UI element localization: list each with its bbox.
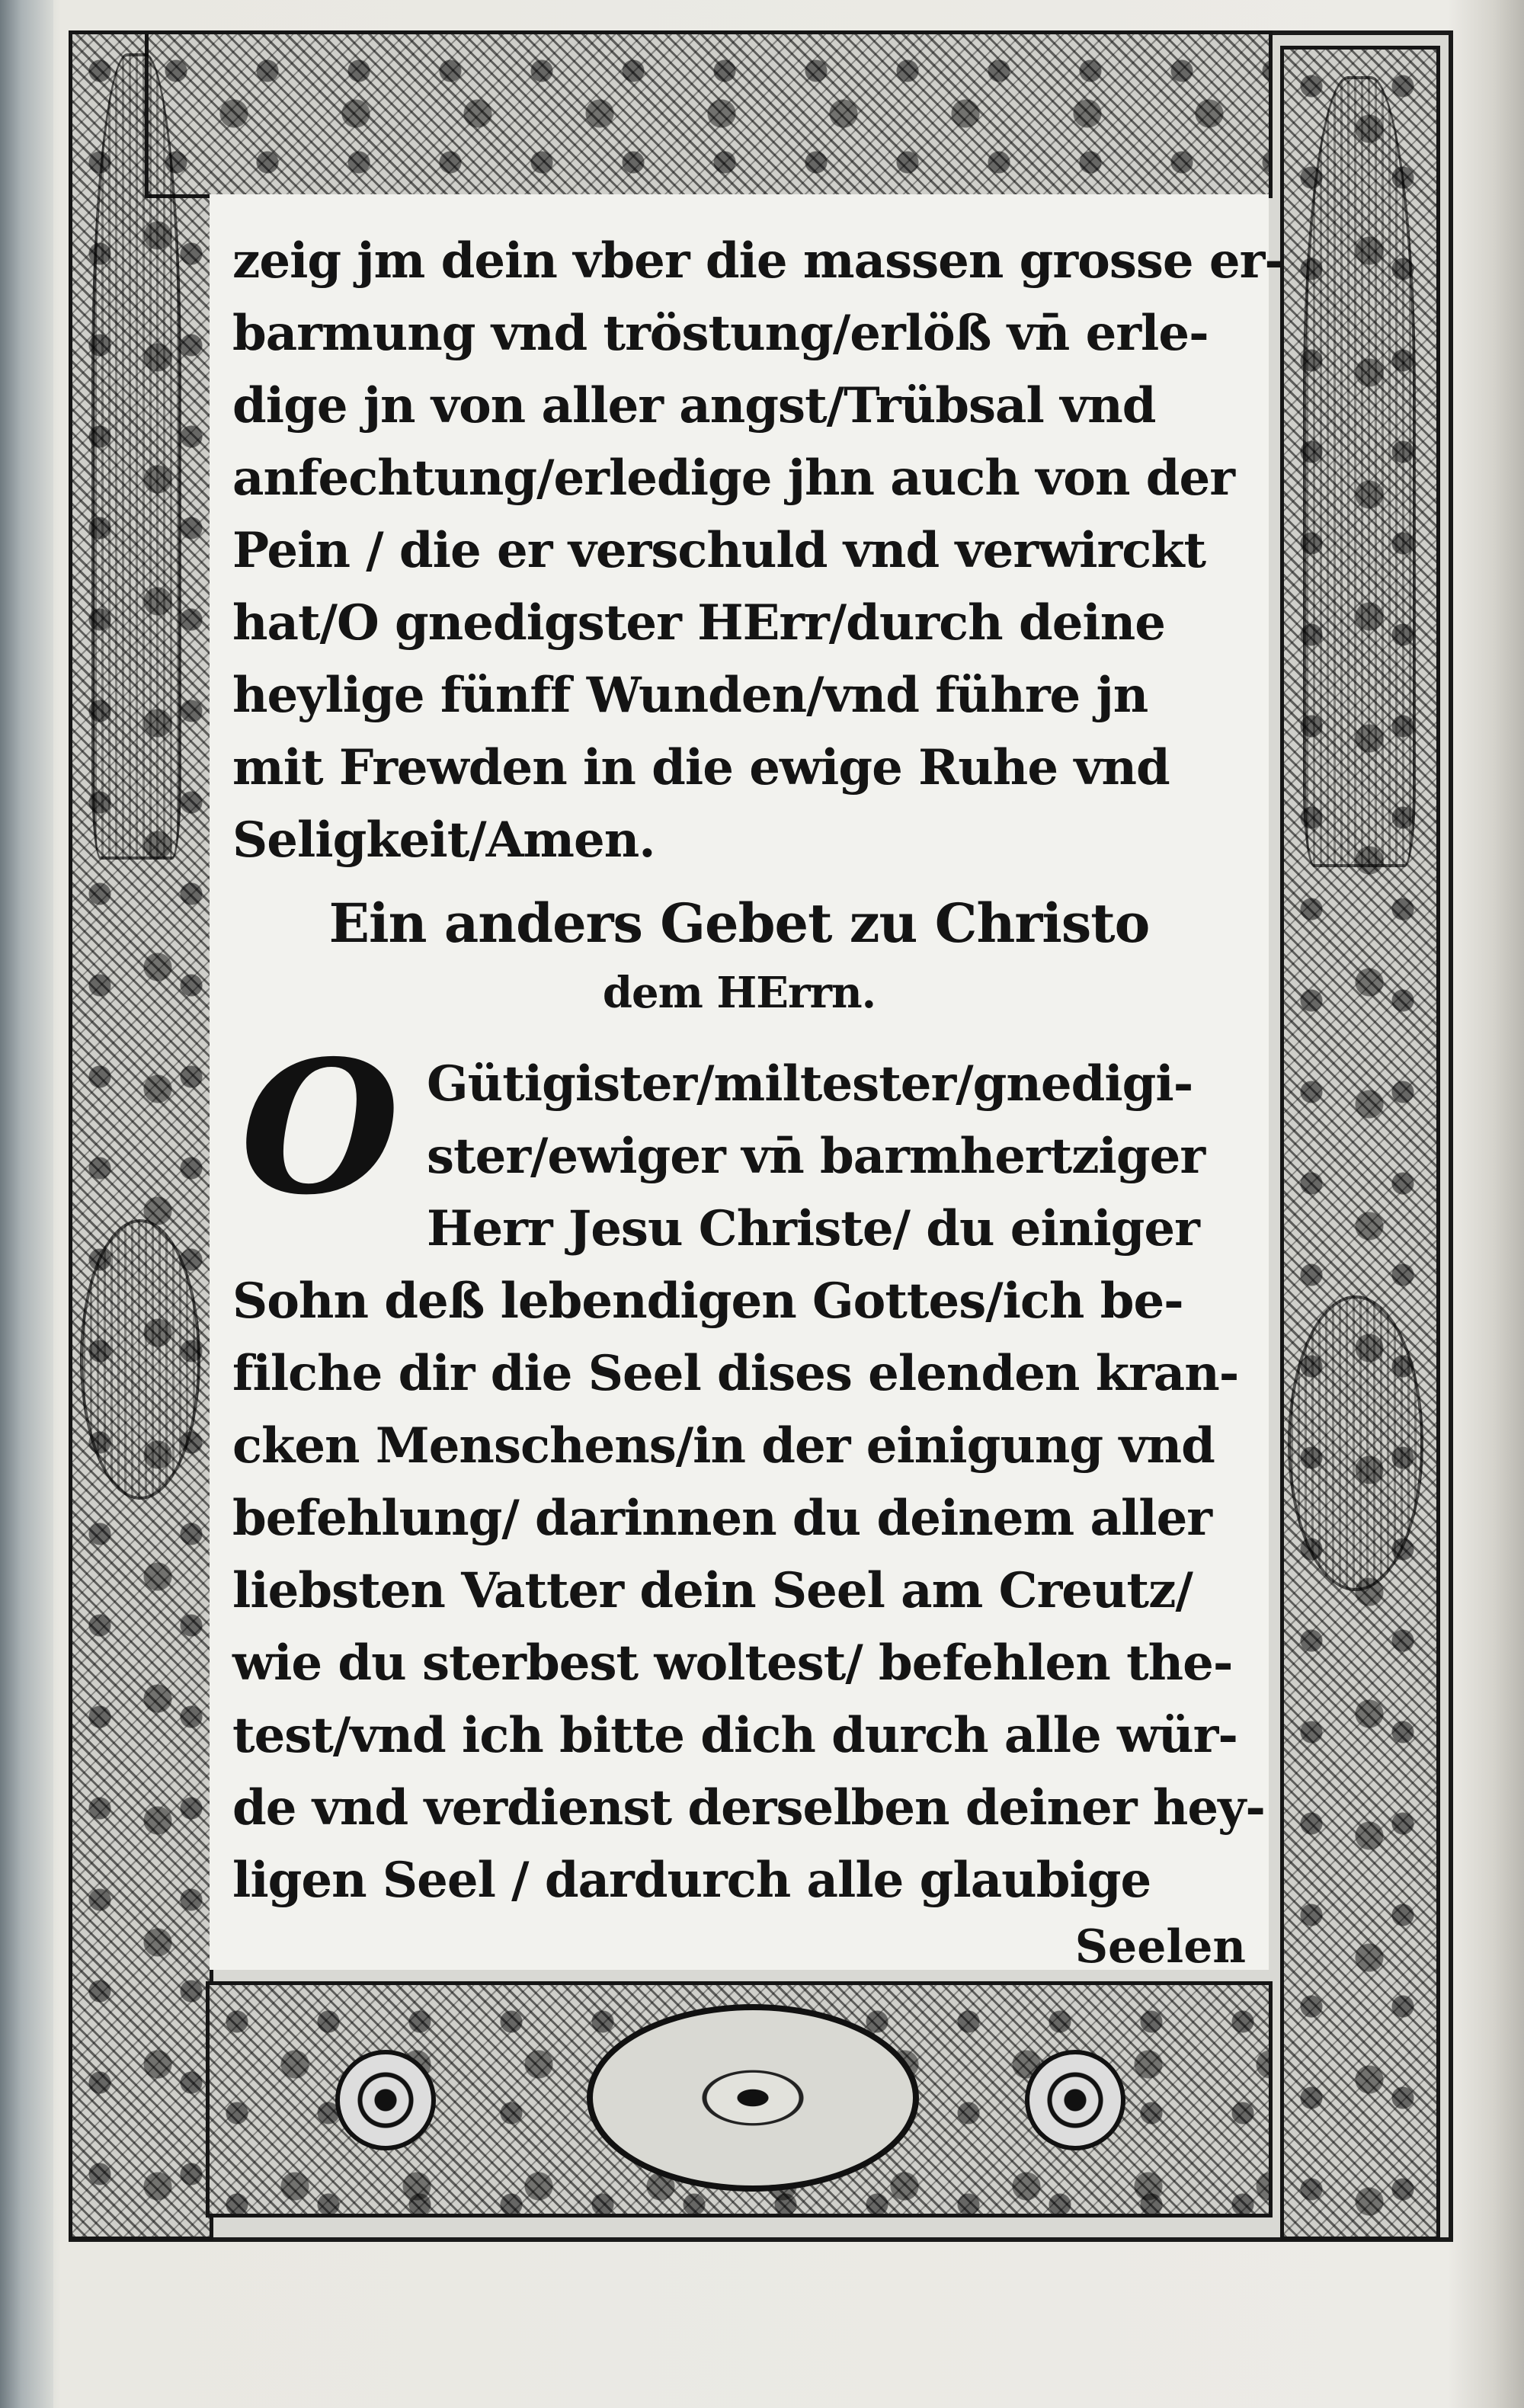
left-saint-figure — [91, 53, 181, 860]
prayer-heading-subline: dem HErrn. — [602, 968, 876, 1018]
left-foliage-ornament — [80, 1219, 200, 1500]
catchword: Seelen — [1074, 1920, 1246, 1974]
decorated-initial: O — [240, 1020, 400, 1235]
left-rosette-ornament — [335, 2050, 436, 2150]
text-line: Pein / die er verschuld vnd verwirckt — [232, 522, 1206, 579]
right-rosette-ornament — [1025, 2050, 1125, 2150]
text-line: mit Frewden in die ewige Ruhe vnd — [232, 739, 1170, 796]
text-line: ster/ewiger vn̄ barmhertziger — [427, 1128, 1205, 1185]
text-line: test/vnd ich bitte dich durch alle wür- — [232, 1707, 1237, 1764]
right-foliage-ornament — [1288, 1295, 1423, 1591]
text-line: befehlung/ darinnen du deinem aller — [232, 1490, 1212, 1547]
text-line: Seligkeit/Amen. — [232, 812, 655, 869]
text-line: Herr Jesu Christe/ du einiger — [427, 1200, 1199, 1257]
text-line: de vnd verdienst derselben deiner hey- — [232, 1779, 1265, 1836]
page-gutter — [0, 0, 53, 2408]
text-line: heylige fünff Wunden/vnd führe jn — [232, 667, 1148, 724]
text-line: zeig jm dein vber die massen grosse er- — [232, 232, 1284, 290]
right-saint-figure — [1303, 76, 1416, 867]
text-line: liebsten Vatter dein Seel am Creutz/ — [232, 1562, 1193, 1619]
top-border-ornament — [145, 30, 1273, 198]
text-line: dige jn von aller angst/Trübsal vnd — [232, 377, 1156, 434]
text-line: filche dir die Seel dises elenden kran- — [232, 1345, 1239, 1402]
text-line: hat/O gnedigster HErr/durch deine — [232, 594, 1165, 652]
text-line: Sohn deß lebendigen Gottes/ich be- — [232, 1273, 1183, 1330]
text-line: wie du sterbest woltest/ befehlen the- — [232, 1635, 1233, 1692]
center-oval-ornament — [587, 2004, 919, 2192]
text-line: anfechtung/erledige jhn auch von der — [232, 450, 1234, 507]
text-line: barmung vnd tröstung/erlöß vn̄ erle- — [232, 305, 1209, 362]
prayer-heading: Ein anders Gebet zu Christo — [328, 892, 1150, 955]
text-line: cken Menschens/in der einigung vnd — [232, 1417, 1215, 1475]
text-line: Gütigister/miltester/gnedigi- — [427, 1055, 1193, 1113]
text-line: ligen Seel / dardurch alle glaubige — [232, 1852, 1151, 1909]
